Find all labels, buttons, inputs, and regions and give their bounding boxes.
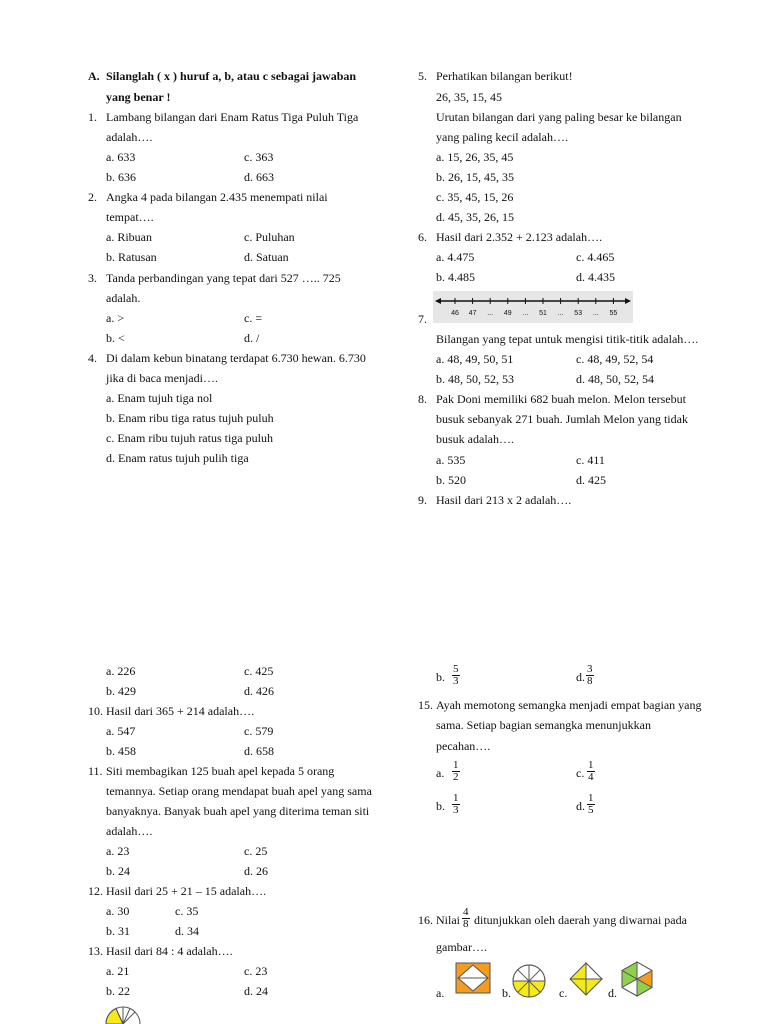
q7-option-a[interactable]: a. 48, 49, 50, 51 bbox=[436, 352, 514, 366]
q8-text-cont: busuk sebanyak 271 buah. Jumlah Melon yang tidak bbox=[436, 412, 688, 426]
q13-option-a[interactable]: a. 21 bbox=[106, 964, 130, 978]
q5-text-cont2: yang paling kecil adalah…. bbox=[436, 130, 568, 144]
q7-option-c[interactable]: c. 48, 49, 52, 54 bbox=[576, 352, 654, 366]
q6-option-d[interactable]: d. 4.435 bbox=[576, 270, 615, 284]
q14-circle-figure bbox=[103, 1004, 143, 1024]
q5-option-b[interactable]: b. 26, 15, 45, 35 bbox=[436, 170, 514, 184]
q8-text: Pak Doni memiliki 682 buah melon. Melon tersebut bbox=[436, 392, 686, 406]
q5-option-c[interactable]: c. 35, 45, 15, 26 bbox=[436, 190, 514, 204]
q4-text-cont: jika di baca menjadi…. bbox=[106, 371, 218, 385]
q15-d-denominator: 5 bbox=[588, 804, 594, 816]
q16-option-b-figure[interactable] bbox=[512, 964, 546, 998]
q11-option-a[interactable]: a. 23 bbox=[106, 844, 130, 858]
q11-text: Siti membagikan 125 buah apel kepada 5 orang bbox=[106, 764, 335, 778]
q4-option-d[interactable]: d. Enam ratus tujuh pulih tiga bbox=[106, 451, 249, 465]
q4-option-c[interactable]: c. Enam ribu tujuh ratus tiga puluh bbox=[106, 431, 273, 445]
q2-text-cont: tempat…. bbox=[106, 210, 154, 224]
q3-text: Tanda perbandingan yang tepat dari 527 ….. 725 bbox=[106, 271, 341, 285]
q10-option-d[interactable]: d. 658 bbox=[244, 744, 274, 758]
q5-sequence: 26, 35, 15, 45 bbox=[436, 90, 502, 104]
q11-option-d[interactable]: d. 26 bbox=[244, 864, 268, 878]
q2-option-d[interactable]: d. Satuan bbox=[244, 250, 289, 264]
number-line-label: 47 bbox=[468, 310, 477, 317]
q7-option-d[interactable]: d. 48, 50, 52, 54 bbox=[576, 372, 654, 386]
section-title-cont: yang benar ! bbox=[106, 90, 171, 104]
q6-option-b[interactable]: b. 4.485 bbox=[436, 270, 475, 284]
q10-option-a[interactable]: a. 547 bbox=[106, 724, 136, 738]
q3-option-c[interactable]: c. = bbox=[244, 311, 263, 325]
q14-d-numerator: 3 bbox=[587, 663, 593, 675]
q4-text: Di dalam kebun binatang terdapat 6.730 hewan. 6.730 bbox=[106, 351, 366, 365]
number-line-label: 53 bbox=[574, 310, 583, 317]
q15-a-numerator: 1 bbox=[453, 759, 459, 771]
q3-text-cont: adalah. bbox=[106, 291, 141, 305]
q15-option-d-fraction[interactable] bbox=[587, 793, 595, 816]
q3-option-b[interactable]: b. < bbox=[106, 331, 125, 345]
q8-option-c[interactable]: c. 411 bbox=[576, 453, 605, 467]
section-marker: A. bbox=[88, 69, 100, 83]
q5-option-d[interactable]: d. 45, 35, 26, 15 bbox=[436, 210, 514, 224]
q14-b-numerator: 5 bbox=[453, 663, 459, 675]
q2-option-c[interactable]: c. Puluhan bbox=[244, 230, 295, 244]
q1-option-a[interactable]: a. 633 bbox=[106, 150, 136, 164]
q13-option-b[interactable]: b. 22 bbox=[106, 984, 130, 998]
q5-option-a[interactable]: a. 15, 26, 35, 45 bbox=[436, 150, 514, 164]
section-title: Silanglah ( x ) huruf a, b, atau c sebagai jawaban bbox=[106, 69, 357, 83]
q15-option-b-label[interactable]: b. bbox=[436, 799, 445, 813]
number-line-label: ... bbox=[487, 310, 494, 317]
q3-number: 3. bbox=[88, 271, 97, 285]
q13-text: Hasil dari 84 : 4 adalah…. bbox=[106, 944, 233, 958]
q11-number: 11. bbox=[88, 764, 103, 778]
q16-fraction bbox=[462, 907, 470, 930]
q16-numerator: 4 bbox=[463, 906, 469, 918]
q15-c-denominator: 4 bbox=[588, 771, 594, 783]
q14-option-d-label[interactable]: d. bbox=[576, 670, 585, 684]
q16-text-pre: Nilai bbox=[436, 913, 460, 927]
q15-a-denominator: 2 bbox=[453, 771, 459, 783]
number-line-label: 46 bbox=[451, 310, 459, 317]
q13-option-c[interactable]: c. 23 bbox=[244, 964, 268, 978]
q4-option-a[interactable]: a. Enam tujuh tiga nol bbox=[106, 391, 213, 405]
q8-number: 8. bbox=[418, 392, 427, 406]
q5-number: 5. bbox=[418, 69, 427, 83]
q16-option-c-label[interactable]: c. bbox=[559, 986, 568, 1000]
q14-option-d-fraction[interactable] bbox=[586, 664, 594, 687]
q15-c-numerator: 1 bbox=[588, 759, 594, 771]
q12-option-d[interactable]: d. 34 bbox=[175, 924, 199, 938]
q13-option-d[interactable]: d. 24 bbox=[244, 984, 268, 998]
q15-option-c-label[interactable]: c. bbox=[576, 766, 585, 780]
q11-option-c[interactable]: c. 25 bbox=[244, 844, 268, 858]
q16-option-d-figure[interactable] bbox=[619, 961, 655, 997]
q15-option-a-label[interactable]: a. bbox=[436, 766, 445, 780]
q8-option-b[interactable]: b. 520 bbox=[436, 473, 466, 487]
q3-option-a[interactable]: a. > bbox=[106, 311, 125, 325]
q12-option-c[interactable]: c. 35 bbox=[175, 904, 199, 918]
q6-option-c[interactable]: c. 4.465 bbox=[576, 250, 615, 264]
q9-option-b[interactable]: b. 429 bbox=[106, 684, 136, 698]
q15-number: 15. bbox=[418, 698, 433, 712]
q16-option-a-figure[interactable] bbox=[456, 963, 490, 993]
q14-d-denominator: 8 bbox=[587, 675, 593, 687]
q14-option-b-fraction[interactable] bbox=[452, 664, 460, 687]
q15-d-numerator: 1 bbox=[588, 792, 594, 804]
q15-option-d-label[interactable]: d. bbox=[576, 799, 585, 813]
q6-number: 6. bbox=[418, 230, 427, 244]
number-line-label: ... bbox=[592, 310, 599, 317]
q9-option-c[interactable]: c. 425 bbox=[244, 664, 274, 678]
q10-option-c[interactable]: c. 579 bbox=[244, 724, 274, 738]
q15-text: Ayah memotong semangka menjadi empat bagian yang bbox=[436, 698, 702, 712]
q7-option-b[interactable]: b. 48, 50, 52, 53 bbox=[436, 372, 514, 386]
q10-text: Hasil dari 365 + 214 adalah…. bbox=[106, 704, 255, 718]
q2-number: 2. bbox=[88, 190, 97, 204]
q15-option-c-fraction[interactable] bbox=[587, 760, 595, 783]
q4-option-b[interactable]: b. Enam ribu tiga ratus tujuh puluh bbox=[106, 411, 274, 425]
q5-text-cont: Urutan bilangan dari yang paling besar ke bilangan bbox=[436, 110, 682, 124]
q1-option-c[interactable]: c. 363 bbox=[244, 150, 274, 164]
number-line-label: 49 bbox=[503, 310, 512, 317]
q1-option-b[interactable]: b. 636 bbox=[106, 170, 136, 184]
q16-option-c-figure[interactable] bbox=[569, 962, 603, 996]
q7-number: 7. bbox=[418, 312, 427, 326]
q16-option-a-label[interactable]: a. bbox=[436, 986, 445, 1000]
number-line-label: 51 bbox=[539, 310, 547, 317]
q9-number: 9. bbox=[418, 493, 427, 507]
q16-option-d-label[interactable]: d. bbox=[608, 986, 617, 1000]
q6-text: Hasil dari 2.352 + 2.123 adalah…. bbox=[436, 230, 603, 244]
q14-b-denominator: 3 bbox=[453, 675, 459, 687]
q14-option-b-label[interactable]: b. bbox=[436, 670, 445, 684]
q9-option-d[interactable]: d. 426 bbox=[244, 684, 274, 698]
q1-option-d[interactable]: d. 663 bbox=[244, 170, 274, 184]
q6-option-a[interactable]: a. 4.475 bbox=[436, 250, 475, 264]
q8-option-d[interactable]: d. 425 bbox=[576, 473, 606, 487]
q13-number: 13. bbox=[88, 944, 103, 958]
number-line-label: ... bbox=[522, 310, 529, 317]
q15-text-cont: sama. Setiap bagian semangka menunjukkan bbox=[436, 718, 651, 732]
q11-option-b[interactable]: b. 24 bbox=[106, 864, 130, 878]
q15-b-denominator: 3 bbox=[453, 804, 459, 816]
q12-option-a[interactable]: a. 30 bbox=[106, 904, 130, 918]
q8-text-cont2: busuk adalah…. bbox=[436, 432, 514, 446]
q16-denominator: 8 bbox=[463, 918, 469, 930]
q4-number: 4. bbox=[88, 351, 97, 365]
q9-text: Hasil dari 213 x 2 adalah…. bbox=[436, 493, 572, 507]
q15-option-a-fraction[interactable] bbox=[452, 760, 460, 783]
q2-text: Angka 4 pada bilangan 2.435 menempati nilai bbox=[106, 190, 328, 204]
q15-b-numerator: 1 bbox=[453, 792, 459, 804]
q9-option-a[interactable]: a. 226 bbox=[106, 664, 136, 678]
q10-option-b[interactable]: b. 458 bbox=[106, 744, 136, 758]
q12-text: Hasil dari 25 + 21 – 15 adalah…. bbox=[106, 884, 267, 898]
number-line-label: 55 bbox=[609, 310, 618, 317]
q2-option-a[interactable]: a. Ribuan bbox=[106, 230, 152, 244]
number-line-label: ... bbox=[557, 310, 564, 317]
q7-text: Bilangan yang tepat untuk mengisi titik-titik adalah…. bbox=[436, 332, 699, 346]
q1-text-cont: adalah…. bbox=[106, 130, 153, 144]
q5-text: Perhatikan bilangan berikut! bbox=[436, 69, 573, 83]
q2-option-b[interactable]: b. Ratusan bbox=[106, 250, 157, 264]
q11-text-cont3: adalah…. bbox=[106, 824, 153, 838]
q12-number: 12. bbox=[88, 884, 103, 898]
q12-option-b[interactable]: b. 31 bbox=[106, 924, 130, 938]
q15-option-b-fraction[interactable] bbox=[452, 793, 460, 816]
q16-number: 16. bbox=[418, 913, 433, 927]
q15-text-cont2: pecahan…. bbox=[436, 739, 491, 753]
q1-number: 1. bbox=[88, 110, 97, 124]
q16-text-cont: gambar…. bbox=[436, 940, 487, 954]
q7-number-line bbox=[433, 291, 633, 323]
q1-text: Lambang bilangan dari Enam Ratus Tiga Puluh Tiga bbox=[106, 110, 359, 124]
q8-option-a[interactable]: a. 535 bbox=[436, 453, 466, 467]
q16-option-b-label[interactable]: b. bbox=[502, 986, 511, 1000]
q3-option-d[interactable]: d. / bbox=[244, 331, 260, 345]
q11-text-cont2: banyaknya. Banyak buah apel yang diterima teman siti bbox=[106, 804, 370, 818]
q10-number: 10. bbox=[88, 704, 103, 718]
q11-text-cont: temannya. Setiap orang mendapat buah apel yang sama bbox=[106, 784, 372, 798]
q16-text-post: ditunjukkan oleh daerah yang diwarnai pada bbox=[474, 913, 687, 927]
